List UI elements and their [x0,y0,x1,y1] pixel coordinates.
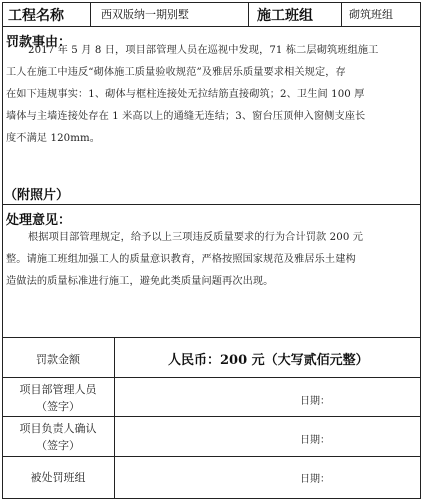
photo-note: （附照片） [4,188,70,203]
header-col-2 [248,2,249,26]
header-col-1 [90,2,91,26]
sign-row-label-sub: （签字） [36,400,80,413]
opinion-title: 处理意见： [6,213,72,228]
opinion-line: 根据项目部管理规定，给予以上三项违反质量要求的行为合计罚款 200 元 [28,232,364,243]
opinion-text [6,227,363,293]
date-label: 日期： [300,435,330,446]
team-value: 砌筑班组 [349,8,393,21]
reason-line: 度不满足 120mm。 [6,133,101,144]
project-name-value: 西双版纳一期别墅 [101,8,189,21]
reason-line: 墙体与主墙连接处存在 1 米高以上的通缝无连结；3、窗台压顶伸入窗侧支座长 [6,111,366,122]
header-divider [2,26,421,27]
reason-line: 在如下违规事实：1、砌体与框柱连接处无拉结筋直接砌筑；2、卫生间 100 厚 [6,89,365,100]
sign-row-label: 项目部管理人员 [19,383,97,396]
fine-top-divider [2,337,421,338]
sign-row-divider [2,456,421,457]
date-label: 日期： [300,474,330,485]
fine-value: 人民币：200 元（大写贰佰元整） [168,353,369,368]
opinion-line: 造做法的质量标准进行施工，避免此类质量问题再次出现。 [6,276,274,287]
sign-row-divider [2,377,421,378]
reason-text [6,40,378,150]
date-label: 日期： [300,396,330,407]
header-col-3 [341,2,342,26]
fine-label: 罚款金额 [36,353,80,366]
reason-line: 2017 年 5 月 8 日，项目部管理人员在巡视中发现，71 栋二层砌筑班组施工 [28,45,379,56]
opinion-line: 整。请施工班组加强工人的质量意识教育，严格按照国家规范及雅居乐土建构 [6,254,356,265]
team-label: 施工班组 [257,8,313,24]
label-column-divider [114,337,115,499]
sign-row-divider [2,416,421,417]
project-name-label: 工程名称 [8,8,64,24]
reason-line: 工人在施工中违反“砌体施工质量验收规范”及雅居乐质量要求相关规定，存 [6,67,346,78]
sign-row-label: 被处罚班组 [30,471,86,484]
sign-row-label: 项目负责人确认 [19,422,97,435]
photo-divider [2,204,421,205]
sign-row-label-sub: （签字） [36,439,80,452]
reason-title: 罚款事由： [6,35,72,50]
